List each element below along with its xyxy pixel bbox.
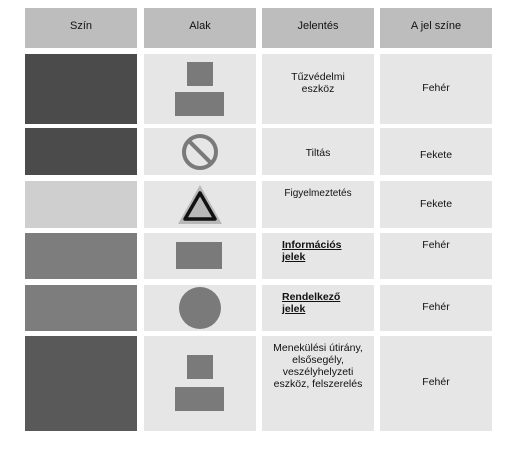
meaning-cell: Figyelmeztetés	[262, 181, 374, 228]
shape-cell	[144, 181, 256, 228]
meaning-cell	[262, 285, 374, 331]
sign-color-cell: Fehér	[380, 285, 492, 331]
warning-triangle-icon	[144, 181, 256, 228]
header-shape: Alak	[144, 8, 256, 48]
sign-color-cell: Fehér	[380, 336, 492, 431]
header-sign-color: A jel színe	[380, 8, 492, 48]
meaning-cell	[262, 336, 374, 431]
color-swatch	[25, 128, 137, 175]
shape-cell	[144, 128, 256, 175]
meaning-cell: Tiltás	[262, 128, 374, 175]
shape-cell	[144, 285, 256, 331]
meaning-text: Információs jelek	[282, 239, 342, 263]
meaning-cell	[262, 54, 374, 124]
meaning-text: Rendelkező jelek	[282, 291, 341, 315]
meaning-text: Tűzvédelmi eszköz	[291, 71, 345, 95]
sign-color-cell: Fehér	[380, 54, 492, 124]
shape-cell	[144, 54, 256, 124]
sign-color-cell: Fehér	[380, 233, 492, 279]
color-swatch	[25, 54, 137, 124]
color-swatch	[25, 181, 137, 228]
rectangle-icon	[176, 242, 222, 269]
sign-color-cell: Fekete	[380, 128, 492, 175]
header-meaning: Jelentés	[262, 8, 374, 48]
sign-color-cell: Fekete	[380, 181, 492, 228]
meaning-cell	[262, 233, 374, 279]
prohibition-circle-icon	[144, 128, 256, 175]
meaning-text: Menekülési útirány, elsősegély, veszélyhelyzeti eszköz, felszerelés	[273, 342, 363, 390]
shape-cell	[144, 336, 256, 431]
color-swatch	[25, 336, 137, 431]
color-swatch	[25, 233, 137, 279]
color-swatch	[25, 285, 137, 331]
shape-cell	[144, 233, 256, 279]
header-color: Szín	[25, 8, 137, 48]
circle-icon	[179, 287, 221, 329]
